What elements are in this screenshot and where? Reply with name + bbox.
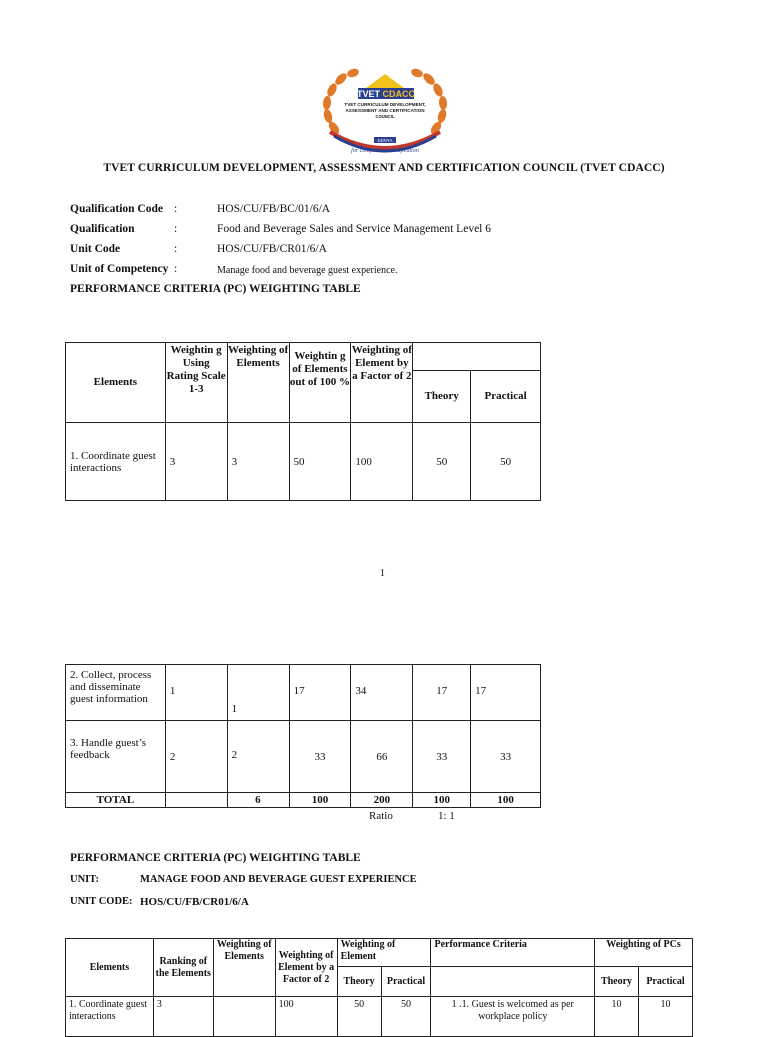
cell-pc-theory: 10 — [595, 997, 639, 1037]
meta-key: Qualification Code — [70, 203, 163, 215]
ratio-value: 1: 1 — [438, 810, 455, 822]
cell-pct: 50 — [289, 423, 351, 501]
header-pc-theory: Theory — [595, 967, 639, 997]
header-ranking: Ranking of the Elements — [153, 939, 213, 997]
meta-key: Qualification — [70, 223, 135, 235]
total-rating — [165, 793, 227, 808]
unit-label: UNIT: — [70, 874, 99, 885]
cell-rating: 3 — [165, 423, 227, 501]
cell-rating: 1 — [165, 665, 227, 721]
total-row — [66, 793, 541, 808]
meta-key: Unit of Competency — [70, 263, 169, 275]
cell-rating: 2 — [165, 721, 227, 793]
header-element-weight: Weighting of Element — [337, 939, 431, 967]
cell-element: 2. Collect, process and disseminate guest information — [66, 665, 166, 721]
pc-weighting-table-2 — [65, 938, 693, 1037]
cell-factor: 66 — [351, 721, 413, 793]
logo-subtitle-3: COUNCIL — [375, 114, 395, 119]
header-weighting: Weighting of Elements — [227, 343, 289, 423]
header-theory: Theory — [413, 371, 471, 423]
meta-colon: : — [174, 223, 178, 235]
svg-text:TVET CDACC — [357, 89, 416, 99]
total-theory: 100 — [413, 793, 471, 808]
section-heading-2: PERFORMANCE CRITERIA (PC) WEIGHTING TABLE — [70, 852, 361, 864]
cell-ranking: 3 — [153, 997, 213, 1037]
section-heading: PERFORMANCE CRITERIA (PC) WEIGHTING TABLE — [70, 283, 361, 295]
table-row — [66, 423, 541, 501]
cell-practical: 50 — [381, 997, 431, 1037]
cell-element: 1. Coordinate guest interactions — [66, 997, 154, 1037]
unit-code-value: HOS/CU/FB/CR01/6/A — [140, 896, 249, 908]
total-label: TOTAL — [66, 793, 166, 808]
header-factor: Weighting of Element by a Factor of 2 — [275, 939, 337, 997]
unit-code-label: UNIT CODE: — [70, 896, 133, 907]
page-number: 1 — [380, 568, 385, 579]
cell-factor: 34 — [351, 665, 413, 721]
header-elements: Elements — [66, 343, 166, 423]
cell-pc-practical: 10 — [638, 997, 692, 1037]
ratio-label: Ratio — [369, 810, 393, 822]
cell-theory: 33 — [413, 721, 471, 793]
cell-factor: 100 — [351, 423, 413, 501]
cell-theory: 50 — [337, 997, 381, 1037]
cell-element: 3. Handle guest’s feedback — [66, 721, 166, 793]
header-rating: Weightin g Using Rating Scale 1-3 — [165, 343, 227, 423]
header-pc: Performance Criteria — [431, 939, 595, 967]
table-row — [66, 997, 693, 1037]
council-title: TVET CURRICULUM DEVELOPMENT, ASSESSMENT AND CERTIFICATION COUNCIL (TVET CDACC) — [103, 162, 665, 174]
cell-weighting — [213, 997, 275, 1037]
council-logo — [318, 66, 452, 156]
header-practical: Practical — [471, 371, 541, 423]
header-elements: Elements — [66, 939, 154, 997]
cell-theory: 17 — [413, 665, 471, 721]
logo-brand-a: TVET — [356, 89, 380, 99]
header-pc-practical: Practical — [638, 967, 692, 997]
logo-country: KENYA — [377, 138, 393, 143]
total-practical: 100 — [471, 793, 541, 808]
cell-factor: 100 — [275, 997, 337, 1037]
pc-weighting-table-continued — [65, 664, 541, 808]
logo-brand-b: CDACC — [382, 89, 416, 99]
header-practical: Practical — [381, 967, 431, 997]
header-blank — [413, 343, 541, 371]
meta-value: HOS/CU/FB/BC/01/6/A — [217, 203, 331, 215]
logo-subtitle-2: ASSESSMENT AND CERTIFICATION — [345, 108, 425, 113]
header-theory: Theory — [337, 967, 381, 997]
cell-weighting: 1 — [227, 665, 289, 721]
header-pct: Weightin g of Elements out of 100 % — [289, 343, 351, 423]
cell-practical: 17 — [471, 665, 541, 721]
total-weighting: 6 — [227, 793, 289, 808]
header-weighting: Weighting of Elements — [213, 939, 275, 997]
meta-value: Manage food and beverage guest experience. — [217, 265, 398, 276]
cell-pct: 17 — [289, 665, 351, 721]
cell-theory: 50 — [413, 423, 471, 501]
meta-colon: : — [174, 263, 178, 275]
total-factor: 200 — [351, 793, 413, 808]
cell-pc: 1 .1. Guest is welcomed as per workplace policy — [431, 997, 595, 1037]
laurel-wreath-icon — [318, 66, 452, 156]
cell-pct: 33 — [289, 721, 351, 793]
cell-element: 1. Coordinate guest interactions — [66, 423, 166, 501]
meta-colon: : — [174, 243, 178, 255]
table-row — [66, 721, 541, 793]
header-pc-blank — [431, 967, 595, 997]
pc-weighting-table-1 — [65, 342, 541, 501]
unit-value: MANAGE FOOD AND BEVERAGE GUEST EXPERIENCE — [140, 874, 417, 885]
meta-value: HOS/CU/FB/CR01/6/A — [217, 243, 327, 255]
cell-weighting: 3 — [227, 423, 289, 501]
header-factor: Weighting of Element by a Factor of 2 — [351, 343, 413, 423]
meta-colon: : — [174, 203, 178, 215]
logo-motto: for competence certification — [351, 148, 419, 154]
table-row — [66, 665, 541, 721]
cell-practical: 50 — [471, 423, 541, 501]
header-pc-weight: Weighting of PCs — [595, 939, 693, 967]
logo-subtitle-1: TVET CURRICULUM DEVELOPMENT, — [344, 102, 426, 107]
total-pct: 100 — [289, 793, 351, 808]
meta-key: Unit Code — [70, 243, 121, 255]
meta-value: Food and Beverage Sales and Service Management Level 6 — [217, 223, 491, 235]
cell-weighting: 2 — [227, 721, 289, 793]
cell-practical: 33 — [471, 721, 541, 793]
